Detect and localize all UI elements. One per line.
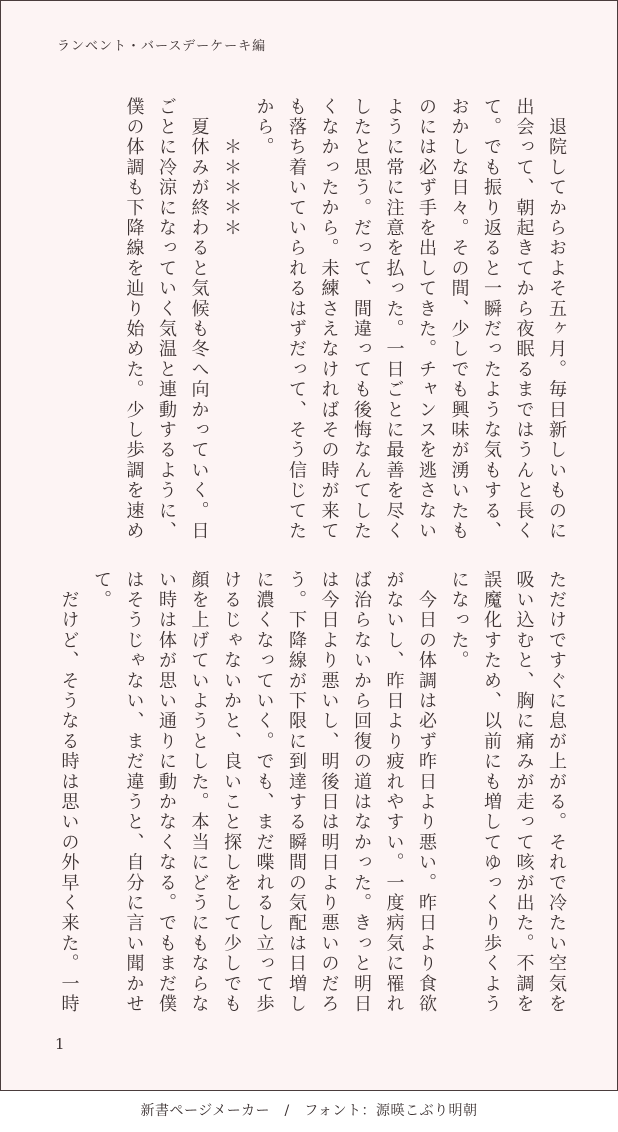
text-line: 吸い込むと、胸に痛みが走って咳が出た。不調を: [513, 570, 535, 1015]
text-line: う。下降線が下限に到達する瞬間の気配は日増し: [286, 570, 307, 1015]
vertical-text-block-top: [49, 97, 572, 542]
section-break-asterisks: ＊＊＊＊＊: [221, 97, 242, 239]
text-line: 僕の体調も下降線を辿り始めた。少し歩調を速め: [123, 97, 145, 542]
text-line: て。でも振り返ると一瞬だったような気もする、: [481, 97, 502, 542]
text-line: くなかったから。未練さえなければその時が来て: [318, 97, 340, 542]
text-line: て。: [91, 570, 112, 611]
text-line: 顔を上げていようとした。本当にどうにもならな: [188, 570, 210, 1015]
text-line: 出会って、朝起きてから夜眠るまではうんと長く: [513, 97, 535, 542]
text-line: い時は体が思い通りに動かなくなる。でもまだ僕: [156, 570, 177, 1015]
text-line: ように常に注意を払った。一日ごとに最善を尽く: [383, 97, 405, 542]
text-line: になった。: [448, 570, 470, 671]
text-line: は今日より悪いし、明後日は明日より悪いのだろ: [318, 570, 340, 1015]
text-line: 退院してからおよそ五ヶ月。毎日新しいものに: [546, 97, 567, 542]
text-line: したと思う。だって、間違っても後悔なんてした: [351, 97, 372, 542]
text-line: だけど、そうなる時は思いの外早く来た。一時: [58, 570, 80, 1015]
text-line: ごとに冷涼になっていく気温と連動するように、: [156, 97, 177, 542]
vertical-text-block-bottom: [49, 570, 572, 1015]
text-line: けるじゃないかと、良いこと探しをして少しでも: [221, 570, 242, 1015]
text-line: に濃くなっていく。でも、まだ喋れるし立って歩: [253, 570, 275, 1015]
text-line: から。: [253, 97, 275, 158]
text-line: がないし、昨日より疲れやすい。一度病気に罹れ: [383, 570, 405, 1015]
text-line: も落ち着いていられるはずだって、そう信じてた: [286, 97, 307, 542]
text-line: おかしな日々。その間、少しでも興味が湧いたも: [448, 97, 470, 542]
text-line: ただけですぐに息が上がる。それで冷たい空気を: [546, 570, 567, 1015]
text-line: はそうじゃない、まだ違うと、自分に言い聞かせ: [123, 570, 145, 1015]
text-line: 夏休みが終わると気候も冬へ向かっていく。日: [188, 97, 210, 542]
running-header-title: ランベント・バースデーケーキ編: [57, 39, 267, 54]
text-line: ば治らないから回復の道はなかった。きっと明日: [351, 570, 372, 1015]
footer-credit: 新書ページメーカー / フォント：源暎こぶり明朝: [140, 1103, 478, 1119]
page-number: 1: [55, 1035, 65, 1053]
text-line: のには必ず手を出してきた。チャンスを逃さない: [416, 97, 437, 542]
text-line: 誤魔化すため、以前にも増してゆっくり歩くよう: [481, 570, 502, 1015]
text-line: 今日の体調は必ず昨日より悪い。昨日より食欲: [416, 570, 437, 1015]
